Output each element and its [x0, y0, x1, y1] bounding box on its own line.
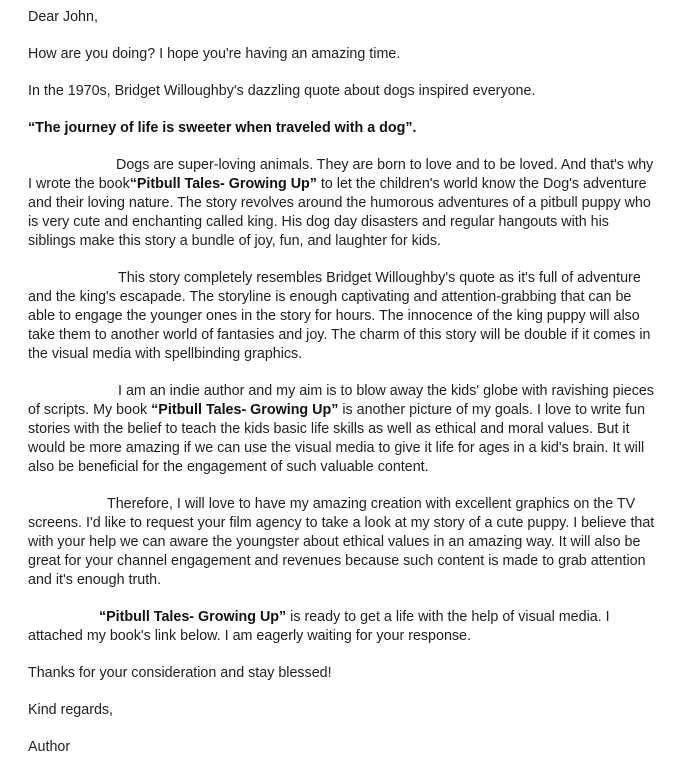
thanks-line: Thanks for your consideration and stay blessed! [28, 665, 332, 681]
paragraph-text: to let the children's world know the Dog's adventure and their loving nature. The story revolves around the humorous adventures of a pitbull puppy who is very cute and enchanting called king. His dog day disasters and regular hangouts with his siblings make this story a bundle of joy, fun, and laughter for kids. [28, 176, 651, 249]
paragraph-text: is ready to get a life with the help of visual media. I attached my book's link below. I am eagerly waiting for your response. [28, 609, 610, 644]
greeting-line: How are you doing? I hope you're having an amazing time. [28, 46, 401, 62]
paragraph-author-aim [28, 382, 656, 477]
paragraph-request: Therefore, I will love to have my amazing creation with excellent graphics on the TV screens. I'd like to request your film agency to take a look at my story of a cute puppy. I believe that with your help we can aware the youngster about ethical values in an amazing way. It will also be great for your channel engagement and revenues because such content is made to grab attention and it's enough truth. [28, 496, 655, 588]
paragraph-story-quote: This story completely resembles Bridget Willoughby's quote as it's full of adventure and the king's escapade. The storyline is enough captivating and attention-grabbing that can be able to engage the younger ones in the story for hours. The innocence of the king puppy will also take them to another world of fantasies and joy. The charm of this story will be double if it comes in the visual media with spellbinding graphics. [28, 270, 651, 362]
book-title: “Pitbull Tales- Growing Up” [151, 402, 339, 418]
paragraph-text: I am an indie author and my aim is to blow away the kids' globe with ravishing pieces of scripts. My book [28, 383, 654, 418]
paragraph-text: Dogs are super-loving animals. They are born to love and to be loved. And that's why I wrote the book [28, 157, 654, 192]
book-title: “Pitbull Tales- Growing Up” [129, 176, 317, 192]
paragraph-text: is another picture of my goals. I love to write fun stories with the belief to teach the kids basic life skills as well as ethical and moral values. But it would be more amazing if we can use the visual media to give it life for ages in a kid's brain. It will also be beneficial for the engagement of such valuable content. [28, 402, 646, 475]
dog-quote: “The journey of life is sweeter when traveled with a dog”. [28, 120, 417, 136]
paragraph-ready [28, 608, 656, 646]
book-title: “Pitbull Tales- Growing Up” [99, 609, 287, 625]
salutation: Dear John, [28, 9, 98, 25]
letter-body [28, 8, 656, 775]
intro-line: In the 1970s, Bridget Willoughby's dazzling quote about dogs inspired everyone. [28, 83, 536, 99]
closing-line: Kind regards, [28, 702, 114, 718]
paragraph-book-intro [28, 156, 656, 251]
signature: Author [28, 739, 71, 755]
